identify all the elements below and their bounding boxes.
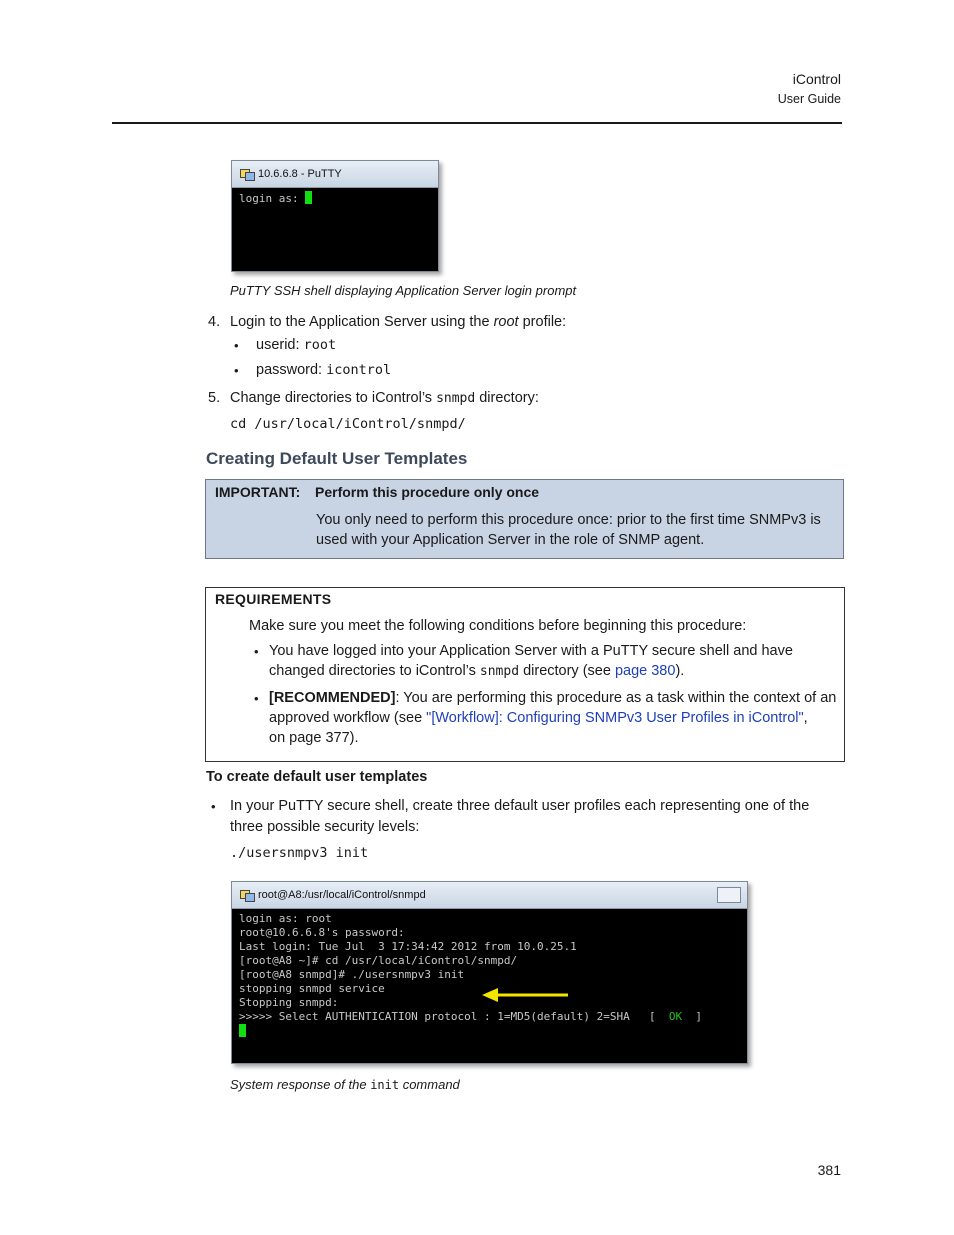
header-rule bbox=[112, 122, 842, 124]
terminal-line: login as: bbox=[239, 192, 306, 205]
important-line-2: used with your Application Server in the role of SNMP agent. bbox=[316, 532, 705, 548]
important-heading: Perform this procedure only once bbox=[315, 484, 540, 500]
putty-terminal bbox=[232, 909, 747, 1064]
bullet-icon: • bbox=[254, 644, 259, 659]
bullet-icon: • bbox=[234, 338, 239, 353]
header-product: iControl bbox=[792, 71, 841, 87]
userid-item: userid: root bbox=[256, 337, 337, 353]
minimize-button[interactable] bbox=[717, 887, 741, 903]
terminal-line: >>>>> Select AUTHENTICATION protocol : 1=MD5(default) 2=SHA bbox=[239, 1010, 630, 1023]
putty-title: root@A8:/usr/local/iControl/snmpd bbox=[258, 889, 426, 901]
bullet-icon: • bbox=[234, 363, 239, 378]
terminal-line: [root@A8 ~]# cd /usr/local/iControl/snmpd/ bbox=[239, 954, 518, 967]
important-label: IMPORTANT: bbox=[215, 484, 301, 500]
putty-init-screenshot bbox=[231, 881, 748, 1064]
step-number: 5. bbox=[208, 390, 221, 406]
page-number: 381 bbox=[817, 1162, 841, 1178]
section-title: Creating Default User Templates bbox=[206, 449, 468, 468]
terminal-line: root@10.6.6.8's password: bbox=[239, 926, 405, 939]
bullet-icon: • bbox=[254, 691, 259, 706]
procedure-line-2: three possible security levels: bbox=[230, 819, 420, 835]
putty-terminal bbox=[232, 188, 438, 206]
password-item: password: icontrol bbox=[256, 362, 392, 378]
requirements-intro: Make sure you meet the following conditions before beginning this procedure: bbox=[249, 618, 747, 634]
terminal-cursor bbox=[305, 191, 312, 204]
figure-caption-login: PuTTY SSH shell displaying Application Server login prompt bbox=[230, 283, 577, 298]
requirement-2-line-1: [RECOMMENDED]: You are performing this procedure as a task within the context of an bbox=[269, 690, 837, 706]
putty-login-screenshot bbox=[231, 160, 439, 272]
putty-icon bbox=[240, 167, 254, 181]
terminal-line: [root@A8 snmpd]# ./usersnmpv3 init bbox=[239, 968, 465, 981]
requirement-1-line-1: You have logged into your Application Server with a PuTTY secure shell and have bbox=[269, 643, 793, 659]
arrow-icon bbox=[480, 987, 570, 1003]
procedure-title: To create default user templates bbox=[206, 769, 428, 785]
requirement-2-line-3: on page 377). bbox=[269, 730, 359, 746]
requirement-1-line-2: changed directories to iControl’s snmpd directory (see page 380). bbox=[269, 663, 685, 679]
figure-caption-init: System response of the init command bbox=[230, 1077, 460, 1092]
putty-titlebar bbox=[232, 882, 747, 909]
terminal-line: Stopping snmpd: bbox=[239, 996, 339, 1009]
important-box bbox=[205, 479, 844, 559]
init-command: ./usersnmpv3 init bbox=[230, 845, 369, 861]
status-ok: [ OK ] bbox=[649, 1010, 702, 1023]
workflow-link[interactable]: "[Workflow]: Configuring SNMPv3 User Profiles in iControl" bbox=[426, 710, 804, 726]
cd-command: cd /usr/local/iControl/snmpd/ bbox=[230, 416, 466, 432]
important-line-1: You only need to perform this procedure once: prior to the first time SNMPv3 is bbox=[316, 512, 821, 528]
putty-icon bbox=[240, 888, 254, 902]
step-4-text: Login to the Application Server using the root profile: bbox=[230, 314, 567, 330]
terminal-line: stopping snmpd service bbox=[239, 982, 385, 995]
procedure-line-1: In your PuTTY secure shell, create three default user profiles each representing one of the bbox=[230, 798, 810, 814]
requirements-box bbox=[205, 587, 845, 762]
terminal-line: Last login: Tue Jul 3 17:34:42 2012 from 10.0.25.1 bbox=[239, 940, 577, 953]
putty-title: 10.6.6.8 - PuTTY bbox=[258, 168, 342, 180]
bullet-icon: • bbox=[211, 799, 216, 814]
step-5-text: Change directories to iControl’s snmpd directory: bbox=[230, 390, 539, 406]
header-guide: User Guide bbox=[777, 92, 841, 106]
terminal-line: login as: root bbox=[239, 912, 332, 925]
step-number: 4. bbox=[208, 314, 221, 330]
putty-titlebar bbox=[232, 161, 438, 188]
page-380-link[interactable]: page 380 bbox=[614, 663, 676, 679]
terminal-cursor bbox=[239, 1024, 246, 1037]
requirement-2-line-2: approved workflow (see "[Workflow]: Configuring SNMPv3 User Profiles in iControl", bbox=[269, 710, 808, 726]
requirements-label: REQUIREMENTS bbox=[215, 591, 332, 607]
